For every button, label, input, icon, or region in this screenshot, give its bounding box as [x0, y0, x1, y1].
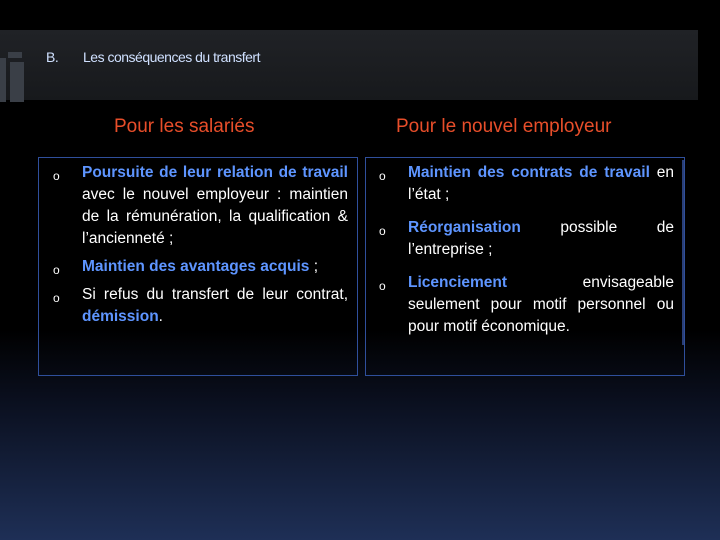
- item-highlight: Licenciement: [408, 274, 508, 291]
- heading-salaries: Pour les salariés: [114, 116, 255, 137]
- title-bar: [0, 30, 698, 100]
- item-highlight: Poursuite de leur relation de travail: [82, 164, 348, 181]
- section-title: Les conséquences du transfert: [83, 49, 260, 65]
- item-text: ;: [309, 258, 319, 275]
- bullet-marker: o: [53, 169, 60, 183]
- list-salaries: [42, 162, 348, 334]
- bullet-marker: o: [379, 279, 386, 293]
- item-highlight: Maintien des avantages acquis: [82, 258, 310, 275]
- item-highlight: démission: [82, 308, 159, 325]
- list-employer: [368, 162, 674, 349]
- list-item: [368, 272, 674, 338]
- bullet-marker: o: [53, 263, 60, 277]
- list-item: [368, 217, 674, 261]
- heading-employer: Pour le nouvel employeur: [396, 116, 612, 137]
- slide-title: [46, 49, 260, 65]
- item-text: en l’état ;: [408, 164, 674, 203]
- item-highlight: Réorganisation: [408, 219, 521, 236]
- item-text: envisageable seulement pour motif personnel ou pour motif économique.: [408, 274, 674, 335]
- panel-shadow-edge: [682, 160, 684, 345]
- item-highlight: Maintien des contrats de travail: [408, 164, 650, 181]
- item-text: avec le nouvel employeur : maintien de la rémunération, la qualification & l’ancienneté ;: [82, 186, 348, 247]
- bullet-marker: o: [53, 291, 60, 305]
- item-text: .: [158, 308, 163, 325]
- item-text: possible de l’entreprise ;: [408, 219, 674, 258]
- bullet-marker: o: [379, 169, 386, 183]
- list-item: [42, 284, 348, 328]
- list-item: [42, 162, 348, 250]
- bullet-marker: o: [379, 224, 386, 238]
- decorative-bars-icon: [0, 52, 30, 112]
- list-item: [368, 162, 674, 206]
- list-item: [42, 256, 348, 278]
- section-number: B.: [46, 49, 59, 65]
- item-text-pre: Si refus du transfert de leur contrat,: [82, 286, 348, 303]
